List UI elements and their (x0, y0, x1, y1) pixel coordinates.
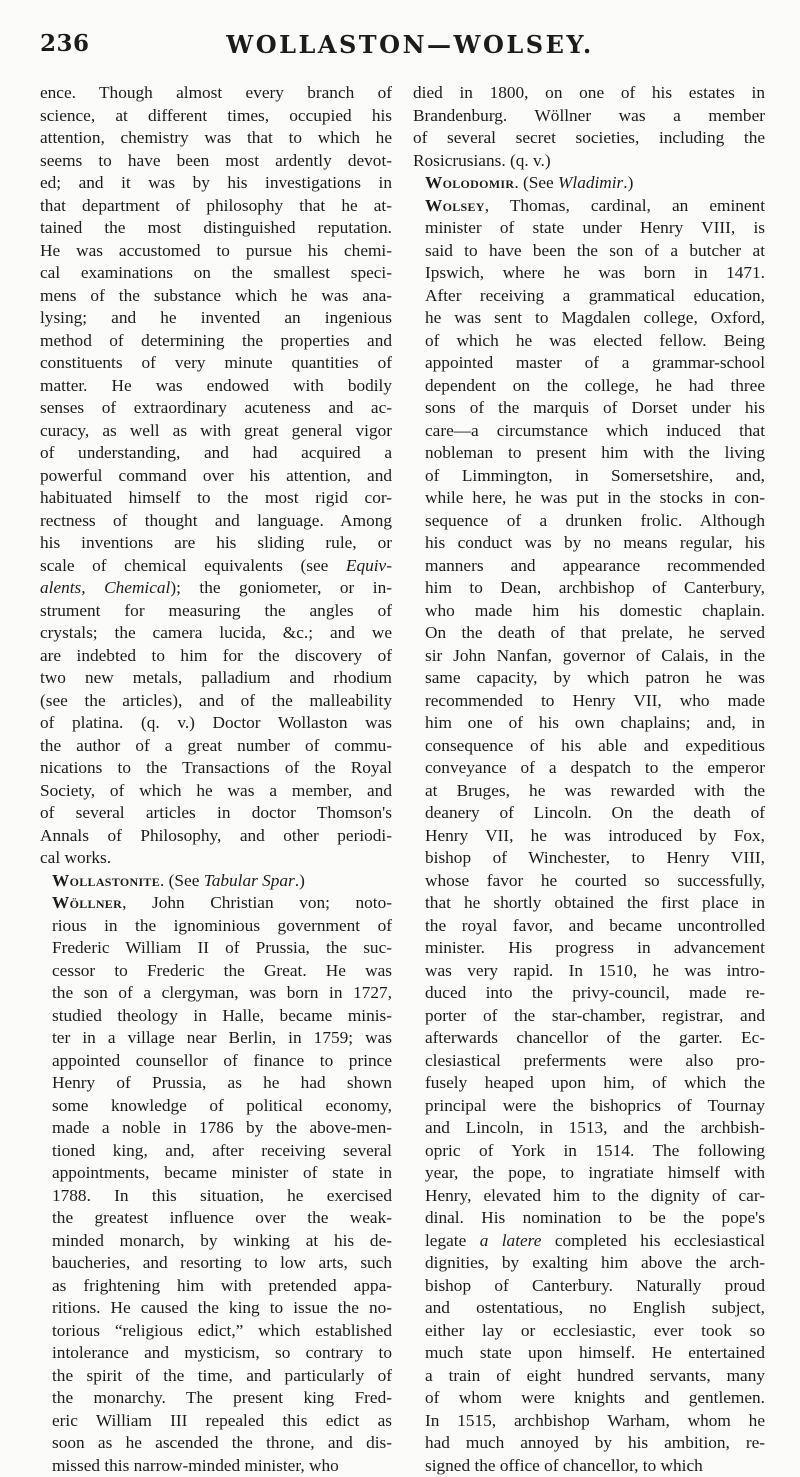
text-line: mens of the substance which he was ana- (40, 285, 392, 308)
text-line: dependent on the college, he had three (413, 375, 765, 398)
text-line: sir John Nanfan, governor of Calais, in the (413, 645, 765, 668)
text-line: care—a circumstance which induced that (413, 420, 765, 443)
text-line: He was accustomed to pursue his chemi- (40, 240, 392, 263)
text-line: him to Dean, archbishop of Canterbury, (413, 577, 765, 600)
text-line: studied theology in Halle, became minis- (40, 1005, 392, 1028)
text-line: dinal. His nomination to be the pope's (413, 1207, 765, 1230)
text-line: him one of his own chaplains; and, in (413, 712, 765, 735)
text-line: tioned king, and, after receiving several (40, 1140, 392, 1163)
text-line: the greatest influence over the weak- (40, 1207, 392, 1230)
text-line: ritions. He caused the king to issue the no- (40, 1297, 392, 1320)
paragraph (413, 172, 765, 195)
text-line: Society, of which he was a member, and (40, 780, 392, 803)
text-line: intolerance and mysticism, so contrary to (40, 1342, 392, 1365)
text-line: senses of extraordinary acuteness and ac- (40, 397, 392, 420)
text-line: recommended to Henry VII, who made (413, 690, 765, 713)
text-line: dignities, by exalting him above the arch- (413, 1252, 765, 1275)
text-line: had much annoyed by his ambition, re- (413, 1432, 765, 1455)
text-line: of which he was elected fellow. Being (413, 330, 765, 353)
text-line: Brandenburg. Wöllner was a member (413, 105, 765, 128)
text-line: much state upon himself. He entertained (413, 1342, 765, 1365)
text-line: method of determining the properties and (40, 330, 392, 353)
text-line: Frederic William II of Prussia, the suc- (40, 937, 392, 960)
text-line: minded monarch, by winking at his de- (40, 1230, 392, 1253)
text-line: powerful command over his attention, and (40, 465, 392, 488)
text-line: was very rapid. In 1510, he was intro- (413, 960, 765, 983)
text-line: appointed counsellor of finance to prince (40, 1050, 392, 1073)
text-line: bishop of Winchester, to Henry VIII, (413, 847, 765, 870)
running-head: WOLLASTON—WOLSEY. (40, 30, 780, 59)
text-line: rious in the ignominious government of (40, 915, 392, 938)
text-line: strument for measuring the angles of (40, 600, 392, 623)
text-line: of several secret societies, including the (413, 127, 765, 150)
left-column (40, 82, 392, 1477)
text-line: cessor to Frederic the Great. He was (40, 960, 392, 983)
text-line: of several articles in doctor Thomson's (40, 802, 392, 825)
text-line: that department of philosophy that he at- (40, 195, 392, 218)
text-line: 1788. In this situation, he exercised (40, 1185, 392, 1208)
text-line: ence. Though almost every branch of (40, 82, 392, 105)
text-line: Ipswich, where he was born in 1471. (413, 262, 765, 285)
text-line: two new metals, palladium and rhodium (40, 667, 392, 690)
text-line: In 1515, archbishop Warham, whom he (413, 1410, 765, 1433)
text-line: whose favor he courted so successfully, (413, 870, 765, 893)
text-line: he was sent to Magdalen college, Oxford, (413, 307, 765, 330)
text-line: legate a latere completed his ecclesiastical (413, 1230, 765, 1253)
text-line: crystals; the camera lucida, &c.; and we (40, 622, 392, 645)
text-line: the monarchy. The present king Fred- (40, 1387, 392, 1410)
text-line: lysing; and he invented an ingenious (40, 307, 392, 330)
text-line: said to have been the son of a butcher at (413, 240, 765, 263)
text-line: and ostentatious, no English subject, (413, 1297, 765, 1320)
right-column (413, 82, 765, 1477)
text-line: matter. He was endowed with bodily (40, 375, 392, 398)
text-line: curacy, as well as with great general vigor (40, 420, 392, 443)
text-line: porter of the star-chamber, registrar, and (413, 1005, 765, 1028)
text-line: deanery of Lincoln. On the death of (413, 802, 765, 825)
text-line: minister. His progress in advancement (413, 937, 765, 960)
text-line: the son of a clergyman, was born in 1727, (40, 982, 392, 1005)
text-line: cal examinations on the smallest speci- (40, 262, 392, 285)
page-header (40, 30, 780, 64)
text-line: Wolsey, Thomas, cardinal, an eminent (413, 195, 765, 218)
text-line: ter in a village near Berlin, in 1759; was (40, 1027, 392, 1050)
text-line: made a noble in 1786 by the above-men- (40, 1117, 392, 1140)
text-line: either lay or ecclesiastic, ever took so (413, 1320, 765, 1343)
text-line: same capacity, by which patron he was (413, 667, 765, 690)
text-line: principal were the bishoprics of Tournay (413, 1095, 765, 1118)
text-line: Wöllner, John Christian von; noto- (40, 892, 392, 915)
text-line: minister of state under Henry VIII, is (413, 217, 765, 240)
text-line: as frightening him with pretended appa- (40, 1275, 392, 1298)
text-line: fusely heaped upon him, of which the (413, 1072, 765, 1095)
text-line: sequence of a drunken frolic. Although (413, 510, 765, 533)
text-line: some knowledge of political economy, (40, 1095, 392, 1118)
text-line: soon as he ascended the throne, and dis- (40, 1432, 392, 1455)
text-line: a train of eight hundred servants, many (413, 1365, 765, 1388)
text-line: attention, chemistry was that to which he (40, 127, 392, 150)
text-line: eric William III repealed this edict as (40, 1410, 392, 1433)
paragraph (413, 82, 765, 172)
text-line: nobleman to present him with the living (413, 442, 765, 465)
paragraph (40, 892, 392, 1477)
text-line: his inventions are his sliding rule, or (40, 532, 392, 555)
text-line: and Lincoln, in 1513, and the archbish- (413, 1117, 765, 1140)
text-line: opric of York in 1514. The following (413, 1140, 765, 1163)
text-line: science, at different times, occupied his (40, 105, 392, 128)
text-line: bishop of Canterbury. Naturally proud (413, 1275, 765, 1298)
text-line: consequence of his able and expeditious (413, 735, 765, 758)
text-line: duced into the privy-council, made re- (413, 982, 765, 1005)
text-line: seems to have been most ardently devot- (40, 150, 392, 173)
text-line: his conduct was by no means regular, his (413, 532, 765, 555)
text-line: alents, Chemical); the goniometer, or in- (40, 577, 392, 600)
text-line: torious “religious edict,” which established (40, 1320, 392, 1343)
text-line: Henry, elevated him to the dignity of car- (413, 1185, 765, 1208)
text-line: that he shortly obtained the first place in (413, 892, 765, 915)
text-line: at Bruges, he was rewarded with the (413, 780, 765, 803)
text-line: ed; and it was by his investigations in (40, 172, 392, 195)
text-line: manners and appearance recommended (413, 555, 765, 578)
text-line: while here, he was put in the stocks in con- (413, 487, 765, 510)
text-line: the royal favor, and became uncontrolled (413, 915, 765, 938)
text-line: rectness of thought and language. Among (40, 510, 392, 533)
text-line: of Limmington, in Somersetshire, and, (413, 465, 765, 488)
text-line: On the death of that prelate, he served (413, 622, 765, 645)
text-line: Henry of Prussia, as he had shown (40, 1072, 392, 1095)
text-line: are indebted to him for the discovery of (40, 645, 392, 668)
page-number: 236 (40, 30, 90, 57)
text-line: the author of a great number of commu- (40, 735, 392, 758)
text-line: After receiving a grammatical education, (413, 285, 765, 308)
text-line: appointments, became minister of state in (40, 1162, 392, 1185)
text-line: tained the most distinguished reputation. (40, 217, 392, 240)
text-line: Wollastonite. (See Tabular Spar.) (40, 870, 392, 893)
text-line: (see the articles), and of the malleability (40, 690, 392, 713)
text-line: Wolodomir. (See Wladimir.) (413, 172, 765, 195)
paragraph (413, 195, 765, 1477)
text-line: afterwards chancellor of the garter. Ec- (413, 1027, 765, 1050)
text-line: clesiastical preferments were also pro- (413, 1050, 765, 1073)
text-line: baucheries, and resorting to low arts, such (40, 1252, 392, 1275)
text-line: scale of chemical equivalents (see Equiv- (40, 555, 392, 578)
text-line: died in 1800, on one of his estates in (413, 82, 765, 105)
text-line: conveyance of a despatch to the emperor (413, 757, 765, 780)
text-line: nications to the Transactions of the Royal (40, 757, 392, 780)
text-line: missed this narrow-minded minister, who (40, 1455, 392, 1477)
text-line: signed the office of chancellor, to which (413, 1455, 765, 1477)
text-line: appointed master of a grammar-school (413, 352, 765, 375)
text-line: constituents of very minute quantities of (40, 352, 392, 375)
text-line: Rosicrusians. (q. v.) (413, 150, 765, 173)
text-line: who made him his domestic chaplain. (413, 600, 765, 623)
paragraph (40, 870, 392, 893)
text-line: of platina. (q. v.) Doctor Wollaston was (40, 712, 392, 735)
text-line: sons of the marquis of Dorset under his (413, 397, 765, 420)
text-line: habituated himself to the most rigid cor- (40, 487, 392, 510)
text-line: Annals of Philosophy, and other periodi- (40, 825, 392, 848)
text-line: year, the pope, to ingratiate himself with (413, 1162, 765, 1185)
paragraph (40, 82, 392, 870)
text-line: of whom were knights and gentlemen. (413, 1387, 765, 1410)
text-line: Henry VII, he was introduced by Fox, (413, 825, 765, 848)
text-line: the spirit of the time, and particularly of (40, 1365, 392, 1388)
text-line: cal works. (40, 847, 392, 870)
text-line: of understanding, and had acquired a (40, 442, 392, 465)
